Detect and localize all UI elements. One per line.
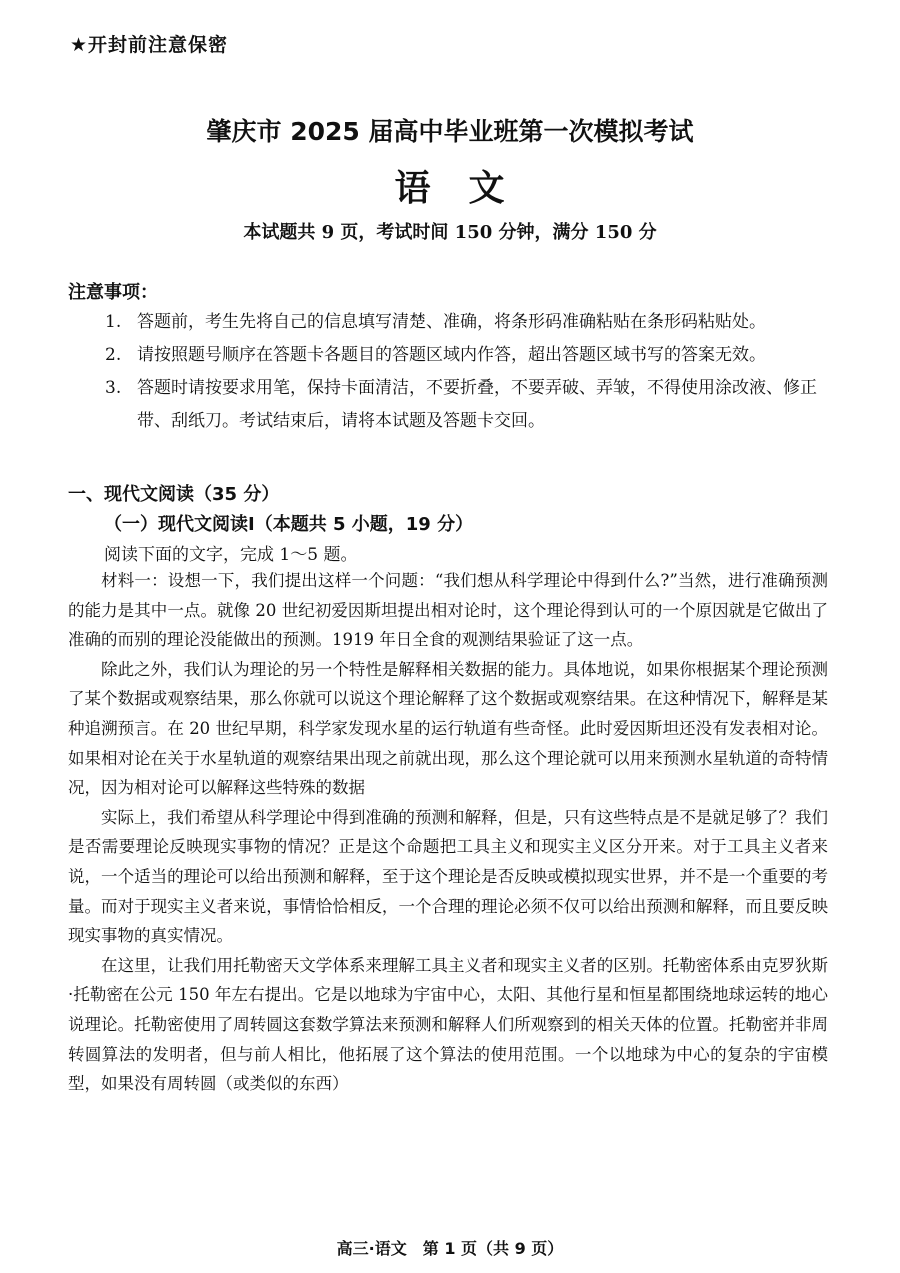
section-heading: 一、现代文阅读（35 分） (68, 484, 280, 505)
passage-paragraph: 实际上，我们希望从科学理论中得到准确的预测和解释，但是，只有这些特点是不是就足够了？我们是否需要理论反映现实事物的情况？正是这个命题把工具主义和现实主义区分开来。对于工具主义者来说，一个适当的理论可以给出预测和解释，至于这个理论是否反映或模拟现实世界，并不是一个重要的考量。而对于现实主义者来说，事情恰恰相反，一个合理的理论必须不仅可以给出预测和解释，而且要反映现实事物的真实情况。 (68, 807, 828, 946)
passage-paragraph: 除此之外，我们认为理论的另一个特性是解释相关数据的能力。具体地说，如果你根据某个理论预测了某个数据或观察结果，那么你就可以说这个理论解释了这个数据或观察结果。在这种情况下，解释是某种追溯预言。在 20 世纪早期，科学家发现水星的运行轨道有些奇怪。此时爱因斯坦还没有发表相对论。如果相对论在关于水星轨道的观察结果出现之前就出现，那么这个理论就可以用来预测水星轨道的奇特情况，因为相对论可以解释这些特殊的数据 (68, 659, 828, 798)
passage-paragraph: 在这里，让我们用托勒密天文学体系来理解工具主义者和现实主义者的区别。托勒密体系由克罗狄斯·托勒密在公元 150 年左右提出。它是以地球为宇宙中心，太阳、其他行星和恒星都围绕地球运转的地心说理论。托勒密使用了周转圆这套数学算法来预测和解释人们所观察到的相关天体的位置。托勒密并非周转圆算法的发明者，但与前人相比，他拓展了这个算法的使用范围。一个以地球为中心的复杂的宇宙模型，如果没有周转圆（或类似的东西） (68, 955, 828, 1094)
notice-item-number: 2. (105, 345, 122, 365)
page-footer: 高三·语文 第 1 页（共 9 页） (336, 1239, 564, 1258)
confidential-notice: ★开封前注意保密 (70, 34, 229, 56)
passage-paragraph: 材料一：设想一下，我们提出这样一个问题：“我们想从科学理论中得到什么?”当然，进行准确预测的能力是其中一点。就像 20 世纪初爱因斯坦提出相对论时，这个理论得到认可的一个原因就是它做出了准确的而别的理论没能做出的预测。1919 年日全食的观测结果验证了这一点。 (68, 571, 828, 650)
notice-item-text: 答题时请按要求用笔，保持卡面清洁，不要折叠，不要弄破、弄皱，不得使用涂改液、修正带、刮纸刀。考试结束后，请将本试题及答题卡交回。 (137, 378, 817, 431)
notice-list (105, 306, 845, 438)
notice-item-text: 答题前，考生先将自己的信息填写清楚、准确，将条形码准确粘贴在条形码粘贴处。 (137, 312, 766, 332)
subject-title: 语 文 (394, 168, 506, 209)
exam-title: 肇庆市 2025 届高中毕业班第一次模拟考试 (206, 117, 694, 146)
notice-item-number: 3. (105, 378, 122, 398)
notice-heading: 注意事项： (68, 282, 158, 303)
notice-item-number: 1. (105, 312, 122, 332)
notice-item (105, 339, 845, 372)
notice-item (105, 306, 845, 339)
subsection-heading: （一）现代文阅读Ⅰ（本题共 5 小题，19 分） (104, 514, 474, 535)
notice-item (105, 372, 845, 438)
notice-item-text: 请按照题号顺序在答题卡各题目的答题区域内作答，超出答题区域书写的答案无效。 (137, 345, 766, 365)
exam-info: 本试题共 9 页，考试时间 150 分钟，满分 150 分 (243, 222, 657, 243)
reading-passage (68, 566, 828, 1099)
reading-instruction: 阅读下面的文字，完成 1～5 题。 (104, 545, 358, 565)
